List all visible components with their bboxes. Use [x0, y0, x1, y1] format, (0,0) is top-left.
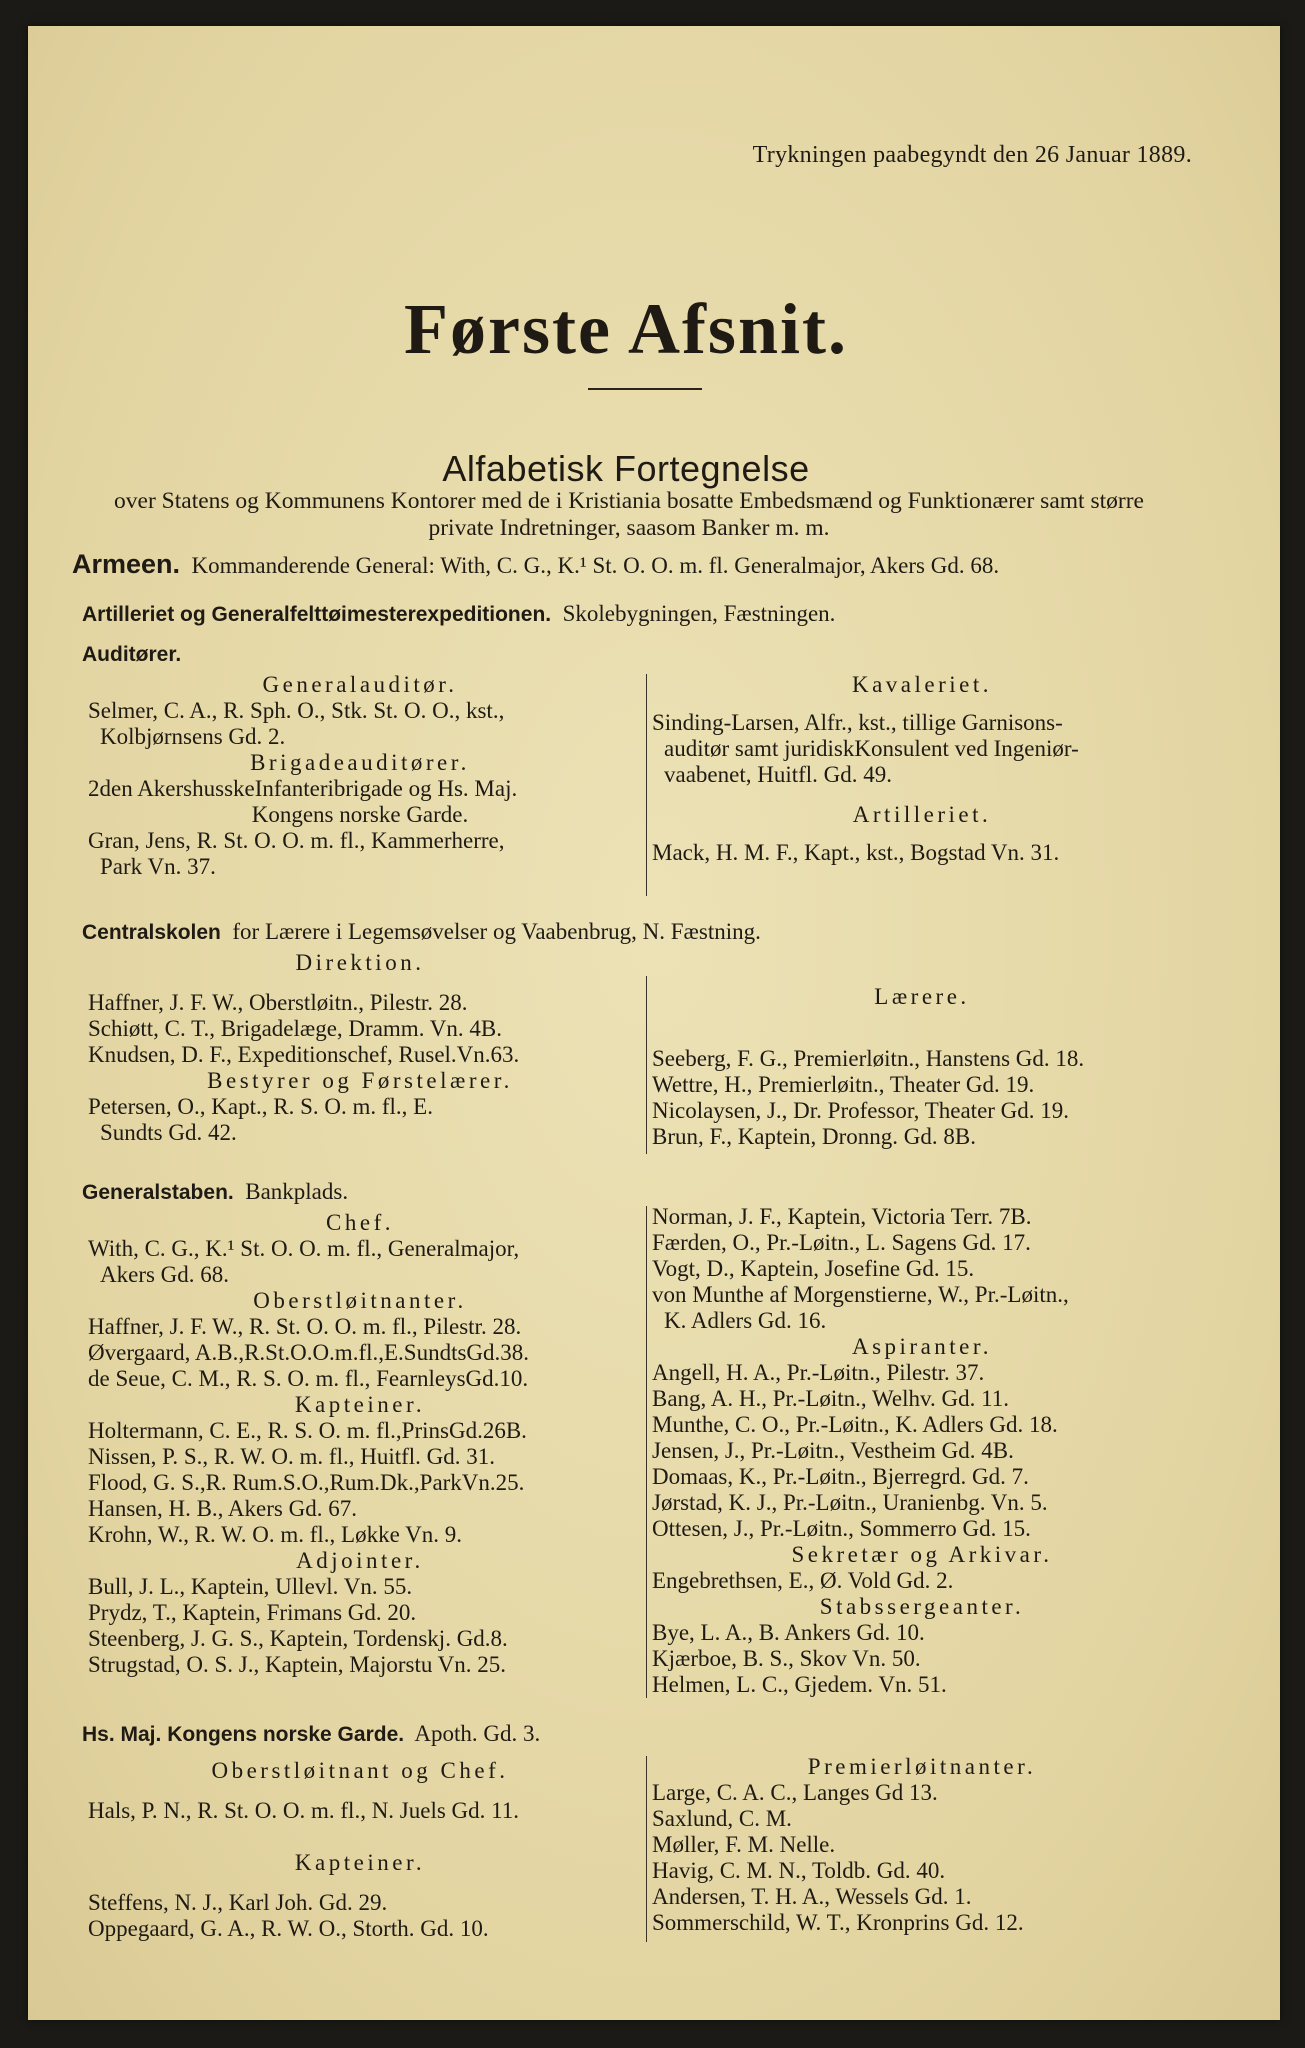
entry: Færden, O., Pr.-Løitn., L. Sagens Gd. 17. [652, 1230, 1031, 1255]
entry: Bull, J. L., Kaptein, Ullevl. Vn. 55. [88, 1574, 413, 1599]
auditorer-line [82, 640, 181, 668]
entry: Large, C. A. C., Langes Gd 13. [652, 1780, 938, 1805]
entry: Ottesen, J., Pr.-Løitn., Sommerro Gd. 15. [652, 1516, 1031, 1541]
subheading: Direktion. [295, 950, 425, 975]
entry: Hansen, H. B., Akers Gd. 67. [88, 1496, 357, 1521]
auditorer-right-column [652, 672, 1192, 866]
entry: Steenberg, J. G. S., Kaptein, Tordenskj. Gd.8. [88, 1626, 508, 1651]
subheading: Stabssergeanter. [819, 1594, 1025, 1619]
subheading: Premierløitnanter. [807, 1754, 1037, 1779]
column-divider [646, 1756, 647, 1942]
entry: Havig, C. M. N., Toldb. Gd. 40. [652, 1858, 946, 1883]
entry: Krohn, W., R. W. O. m. fl., Løkke Vn. 9. [88, 1522, 462, 1547]
entry: Hals, P. N., R. St. O. O. m. fl., N. Juels Gd. 11. [88, 1798, 520, 1823]
entry: Selmer, C. A., R. Sph. O., Stk. St. O. O., kst., [88, 698, 505, 723]
entry: auditør samt juridiskKonsulent ved Ingeniør- [664, 736, 1079, 761]
entry: Munthe, C. O., Pr.-Løitn., K. Adlers Gd. 18. [652, 1412, 1058, 1437]
entry: Domaas, K., Pr.-Løitn., Bjerregrd. Gd. 7. [652, 1464, 1029, 1489]
subheading: Lærere. [874, 984, 970, 1009]
subheading: Bestyrer og Førstelærer. [207, 1068, 513, 1093]
generalstaben-text: Bankplads. [245, 1179, 349, 1204]
entry: Park Vn. 37. [100, 854, 216, 879]
entry: vaabenet, Huitfl. Gd. 49. [664, 762, 893, 787]
garde-line [82, 1720, 540, 1748]
generalstaben-line [82, 1178, 348, 1206]
entry: Helmen, L. C., Gjedem. Vn. 51. [652, 1672, 947, 1697]
entry: With, C. G., K.¹ St. O. O. m. fl., Generalmajor, [88, 1236, 520, 1261]
centralskolen-heading: Centralskolen [82, 921, 221, 944]
generalstaben-left-column [88, 1210, 632, 1678]
entry: Haffner, J. F. W., R. St. O. O. m. fl., Pilestr. 28. [88, 1314, 522, 1339]
entry: Prydz, T., Kaptein, Frimans Gd. 20. [88, 1600, 417, 1625]
intro-text: over Statens og Kommunens Kontorer med de i Kristiania bosatte Embedsmænd og Funktionærer samt større private Indretninger, saasom Banker m. m. [114, 488, 1144, 541]
printing-note: Trykningen paabegyndt den 26 Januar 1889. [752, 142, 1192, 168]
entry: Nissen, P. S., R. W. O. m. fl., Huitfl. Gd. 31. [88, 1444, 496, 1469]
column-divider [646, 976, 647, 1154]
entry: Sundts Gd. 42. [100, 1120, 237, 1145]
garde-heading: Hs. Maj. Kongens norske Garde. [82, 1723, 405, 1746]
page-title: Første Afsnit. [404, 289, 848, 369]
entry: Wettre, H., Premierløitn., Theater Gd. 19. [652, 1072, 1035, 1097]
entry: Jørstad, K. J., Pr.-Løitn., Uranienbg. Vn. 5. [652, 1490, 1048, 1515]
entry: Andersen, T. H. A., Wessels Gd. 1. [652, 1884, 972, 1909]
column-divider [646, 674, 647, 896]
page [28, 26, 1280, 2020]
entry: Jensen, J., Pr.-Løitn., Vestheim Gd. 4B. [652, 1438, 1014, 1463]
entry: Oppegaard, G. A., R. W. O., Storth. Gd. 10. [88, 1916, 489, 1941]
garde-right-column [652, 1754, 1192, 1936]
auditorer-heading: Auditører. [82, 643, 182, 666]
armeen-text: Kommanderende General: With, C. G., K.¹ St. O. O. m. fl. Generalmajor, Akers Gd. 68. [191, 553, 1000, 578]
centralskolen-left-column [88, 950, 632, 1146]
centralskolen-line [82, 918, 761, 946]
section-subtitle: Alfabetisk Fortegnelse [442, 448, 810, 489]
artilleriet-text: Skolebygningen, Fæstningen. [562, 601, 836, 626]
subheading: Kapteiner. [294, 1392, 426, 1417]
entry: Haffner, J. F. W., Oberstløitn., Pilestr. 28. [88, 990, 468, 1015]
entry: Saxlund, C. M. [652, 1806, 792, 1831]
entry: Kongens norske Garde. [251, 802, 469, 827]
entry: Seeberg, F. G., Premierløitn., Hanstens Gd. 18. [652, 1046, 1085, 1071]
subheading: Artilleriet. [852, 802, 992, 827]
entry: Nicolaysen, J., Dr. Professor, Theater Gd. 19. [652, 1098, 1070, 1123]
entry: Knudsen, D. F., Expeditionschef, Rusel.Vn.63. [88, 1042, 520, 1067]
entry: Bang, A. H., Pr.-Løitn., Welhv. Gd. 11. [652, 1386, 1009, 1411]
entry: 2den AkershusskeInfanteribrigade og Hs. Maj. [88, 776, 518, 801]
subheading: Adjointer. [296, 1548, 424, 1573]
entry: de Seue, C. M., R. S. O. m. fl., FearnleysGd.10. [88, 1366, 529, 1391]
garde-text: Apoth. Gd. 3. [414, 1721, 541, 1746]
entry: K. Adlers Gd. 16. [664, 1308, 827, 1333]
entry: Kolbjørnsens Gd. 2. [100, 724, 286, 749]
subheading: Kavaleriet. [851, 672, 993, 697]
entry: Schiøtt, C. T., Brigadelæge, Dramm. Vn. 4B. [88, 1016, 502, 1041]
entry: Vogt, D., Kaptein, Josefine Gd. 15. [652, 1256, 975, 1281]
generalstaben-right-column [652, 1204, 1192, 1698]
entry: Møller, F. M. Nelle. [652, 1832, 836, 1857]
title-rule [588, 388, 702, 390]
entry: Engebrethsen, E., Ø. Vold Gd. 2. [652, 1568, 954, 1593]
subheading: Brigadeauditører. [250, 750, 470, 775]
armeen-heading: Armeen. [72, 549, 181, 579]
entry: Holtermann, C. E., R. S. O. m. fl.,PrinsGd.26B. [88, 1418, 527, 1443]
entry: Angell, H. A., Pr.-Løitn., Pilestr. 37. [652, 1360, 985, 1385]
subheading: Sekretær og Arkivar. [791, 1542, 1053, 1567]
subheading: Kapteiner. [294, 1850, 426, 1875]
artilleriet-heading: Artilleriet og Generalfelttøimesterexpeditionen. [82, 603, 552, 626]
entry: Akers Gd. 68. [100, 1262, 230, 1287]
armeen-line [72, 551, 999, 579]
generalstaben-heading: Generalstaben. [82, 1181, 234, 1204]
subheading: Oberstløitnant og Chef. [211, 1758, 509, 1783]
artilleriet-line [82, 600, 835, 628]
entry: Steffens, N. J., Karl Joh. Gd. 29. [88, 1890, 388, 1915]
garde-left-column [88, 1758, 632, 1942]
entry: Sommerschild, W. T., Kronprins Gd. 12. [652, 1910, 1024, 1935]
entry: Kjærboe, B. S., Skov Vn. 50. [652, 1646, 921, 1671]
entry: Bye, L. A., B. Ankers Gd. 10. [652, 1620, 925, 1645]
entry: Sinding-Larsen, Alfr., kst., tillige Garnisons- [652, 710, 1063, 735]
subheading: Aspiranter. [851, 1334, 993, 1359]
centralskolen-right-column [652, 984, 1192, 1150]
entry: Flood, G. S.,R. Rum.S.O.,Rum.Dk.,ParkVn.25. [88, 1470, 525, 1495]
auditorer-left-column [88, 672, 632, 880]
entry: Øvergaard, A.B.,R.St.O.O.m.fl.,E.SundtsGd.38. [88, 1340, 530, 1365]
centralskolen-text: for Lærere i Legemsøvelser og Vaabenbrug, N. Fæstning. [232, 919, 761, 944]
subheading: Oberstløitnanter. [253, 1288, 467, 1313]
entry: von Munthe af Morgenstierne, W., Pr.-Løitn., [652, 1282, 1069, 1307]
entry: Mack, H. M. F., Kapt., kst., Bogstad Vn. 31. [652, 840, 1060, 865]
entry: Petersen, O., Kapt., R. S. O. m. fl., E. [88, 1094, 433, 1119]
entry: Gran, Jens, R. St. O. O. m. fl., Kammerherre, [88, 828, 505, 853]
entry: Norman, J. F., Kaptein, Victoria Terr. 7B. [652, 1204, 1032, 1229]
subheading: Generalauditør. [262, 672, 458, 697]
subheading: Chef. [326, 1210, 394, 1235]
entry: Brun, F., Kaptein, Dronng. Gd. 8B. [652, 1124, 976, 1149]
column-divider [646, 1206, 647, 1698]
entry: Strugstad, O. S. J., Kaptein, Majorstu Vn. 25. [88, 1652, 507, 1677]
